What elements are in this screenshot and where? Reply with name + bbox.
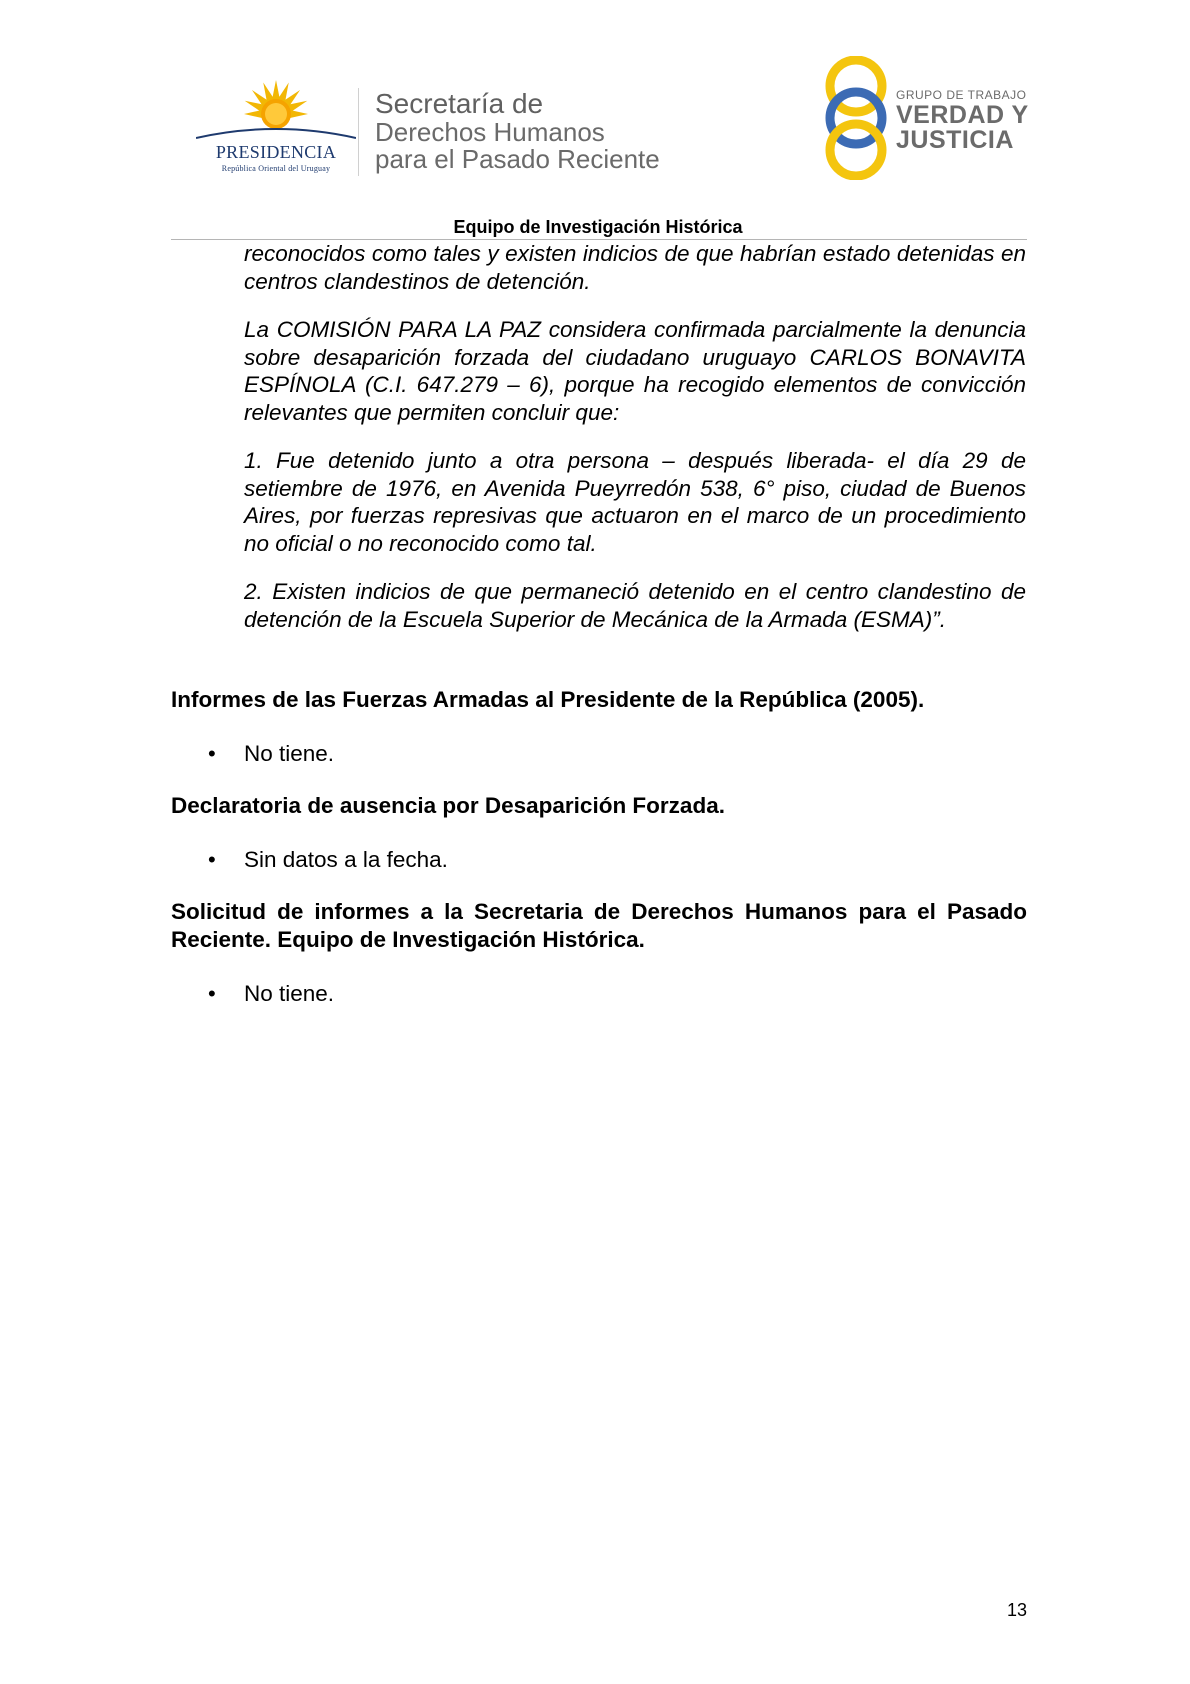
sun-of-may-icon bbox=[196, 78, 356, 144]
bullet-text-2: Sin datos a la fecha. bbox=[244, 847, 448, 872]
quote-paragraph-2: La COMISIÓN PARA LA PAZ considera confirmada parcialmente la denuncia sobre desaparición forzada del ciudadano uruguayo CARLOS BONAVITA ESPÍNOLA (C.I. 647.279 – 6), porque ha recogido elementos de convicción relevantes que permiten concluir que: bbox=[244, 317, 1026, 425]
bullet-marker-1: • bbox=[208, 741, 216, 766]
logo-divider bbox=[358, 88, 359, 176]
verdad-justicia-logo bbox=[820, 56, 1030, 180]
bullet-marker-2: • bbox=[208, 847, 216, 872]
bullet-text-1: No tiene. bbox=[244, 741, 335, 766]
page-number: 13 bbox=[1006, 1600, 1027, 1620]
quote-paragraph-1: reconocidos como tales y existen indicios de que habrían estado detenidas en centros clandestinos de detención. bbox=[244, 241, 1026, 294]
interlocking-rings-icon bbox=[820, 56, 892, 180]
secretaria-line-2: Derechos Humanos bbox=[375, 117, 605, 147]
quote-paragraph-4: 2. Existen indicios de que permaneció detenido en el centro clandestino de detención de la Escuela Superior de Mecánica de la Armada (ESMA)”. bbox=[244, 579, 1026, 632]
presidencia-logo bbox=[196, 78, 356, 178]
running-head: Equipo de Investigación Histórica bbox=[453, 217, 743, 237]
vj-small-text: GRUPO DE TRABAJO bbox=[896, 88, 1027, 102]
bullet-marker-3: • bbox=[208, 981, 216, 1006]
secretaria-line-3: para el Pasado Reciente bbox=[375, 144, 660, 174]
quote-paragraph-3: 1. Fue detenido junto a otra persona – después liberada- el día 29 de setiembre de 1976, en Avenida Pueyrredón 538, 6° piso, ciudad de Buenos Aires, por fuerzas represivas que actuaron en el marco de un procedimiento no oficial o no reconocido como tal. bbox=[244, 448, 1026, 556]
section-heading-2: Declaratoria de ausencia por Desaparición Forzada. bbox=[171, 793, 725, 818]
vj-big-text-2: JUSTICIA bbox=[896, 126, 1014, 154]
section-heading-3: Solicitud de informes a la Secretaria de Derechos Humanos para el Pasado Reciente. Equipo de Investigación Histórica. bbox=[171, 899, 1027, 952]
secretaria-line-1: Secretaría de bbox=[375, 88, 544, 119]
presidencia-subtitle: República Oriental del Uruguay bbox=[221, 164, 331, 173]
secretaria-logo bbox=[375, 89, 660, 173]
section-heading-1: Informes de las Fuerzas Armadas al Presidente de la República (2005). bbox=[171, 687, 925, 712]
presidencia-name: PRESIDENCIA bbox=[215, 142, 337, 162]
vj-big-text-1: VERDAD Y bbox=[896, 101, 1029, 129]
bullet-text-3: No tiene. bbox=[244, 981, 335, 1006]
